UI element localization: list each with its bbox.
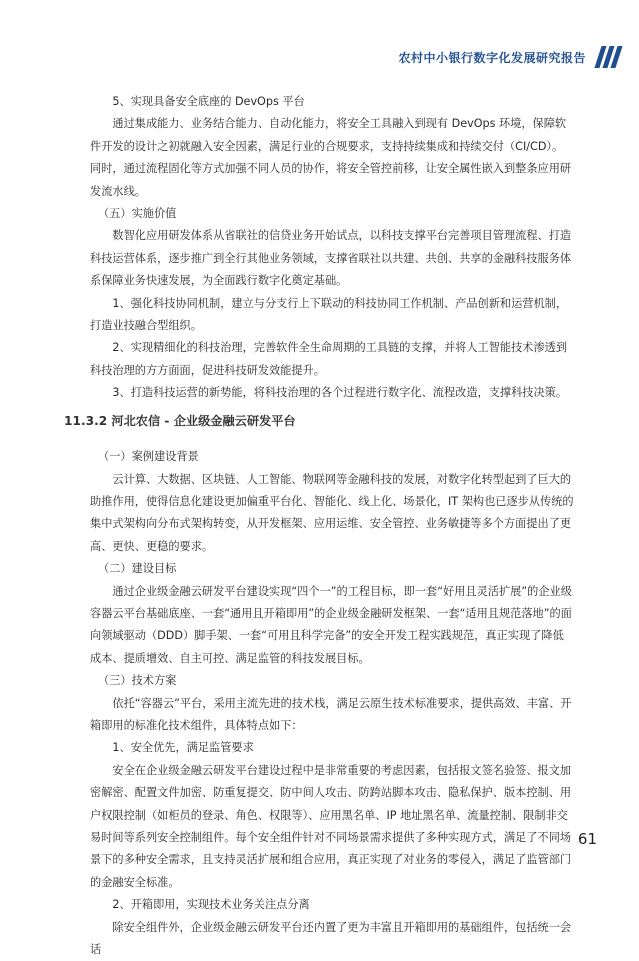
paragraph-out-of-box: 除安全组件外，企业级金融云研发平台还内置了更为丰富且开箱即用的基础组件，包括统一会话	[90, 920, 572, 957]
section-heading-11-3-2: 11.3.2 河北农信 - 企业级金融云研发平台	[64, 413, 296, 428]
subheading-background: （一）案例建设背景	[98, 450, 199, 464]
subheading-out-of-box: 2、开箱即用，实现技术业务关注点分离	[112, 898, 310, 912]
subheading-goals: （二）建设目标	[98, 562, 177, 576]
header-title: 农村中小银行数字化发展研究报告	[398, 50, 586, 65]
subheading-implementation-value: （五）实施价值	[98, 207, 177, 221]
body-content	[64, 91, 574, 961]
list-item-2: 2、实现精细化的科技治理，完善软件全生命周期的工具链的支撑，并将人工智能技术渗透到科技治理的方方面面，促进科技研发效能提升。	[90, 341, 568, 377]
paragraph-implementation-value: 数智化应用研发体系从省联社的信贷业务开始试点，以科技支撑平台完善项目管理流程、打造科技运营体系，逐步推广到全行其他业务领域，支撑省联社以共建、共创、共享的金融科技服务体系保障业务快速发展，为全面践行数字化奠定基础。	[90, 229, 572, 288]
paragraph-devops: 通过集成能力、业务结合能力、自动化能力，将安全工具融入到现有 DevOps 环境，保障软件开发的设计之初就融入安全因素，满足行业的合规要求，支持持续集成和持续交付（CI/CD）。同时，通过流程固化等方式加强不同人员的协作，将安全管控前移，让安全属性嵌入到整条应用研发流水线。	[90, 117, 572, 198]
paragraph-goals: 通过企业级金融云研发平台建设实现“四个一”的工程目标，即一套“好用且灵活扩展”的企业级容器云平台基础底座、一套“通用且开箱即用”的企业级金融研发框架、一套“适用且规范落地”的面向领域驱动（DDD）脚手架、一套“可用且科学完备”的安全开发工程实践规范，真正实现了降低成本、提质增效、自主可控、满足监管的科技发展目标。	[90, 584, 572, 665]
running-header	[398, 46, 619, 68]
subheading-technical-plan: （三）技术方案	[98, 674, 177, 688]
page-number: 61	[577, 830, 597, 848]
paragraph-technical-plan: 依托“容器云”平台，采用主流先进的技术栈，满足云原生技术标准要求，提供高效、丰富、开箱即用的标准化技术组件，具体特点如下：	[90, 696, 572, 732]
paragraph-background: 云计算、大数据、区块链、人工智能、物联网等金融科技的发展，对数字化转型起到了巨大的助推作用，使得信息化建设更加偏重平台化、智能化、线上化、场景化，IT 架构也已逐步从传统的集中式架构向分布式架构转变，从开发框架、应用运维、安全管控、业务敏捷等多个方面提出了更高、更快、更稳的要求。	[90, 472, 574, 553]
header-stripes-icon	[598, 46, 619, 68]
list-item-1: 1、强化科技协同机制，建立与分支行上下联动的科技协同工作机制、产品创新和运营机制，打造业技融合型组织。	[90, 296, 568, 333]
list-item-3: 3、打造科技运营的新势能，将科技治理的各个过程进行数字化、流程改造，支撑科技决策。	[112, 386, 568, 400]
subheading-security-first: 1、安全优先，满足监管要求	[112, 741, 254, 755]
subheading-devops: 5、实现具备安全底座的 DevOps 平台	[112, 95, 305, 108]
paragraph-security: 安全在企业级金融云研发平台建设过程中是非常重要的考虑因素，包括报文签名验签、报文加密解密、配置文件加密、防重复提交、防中间人攻击、防跨站脚本攻击、隐私保护、版本控制、用户权限控制（如柜员的登录、角色、权限等）、应用黑名单、IP 地址黑名单、流量控制、限制非交易时间等系列安全控制组件。每个安全组件针对不同场景需求提供了多种实现方式，满足了不同场景下的多种安全需求，且支持灵活扩展和组合应用，真正实现了对业务的零侵入，满足了监管部门的金融安全标准。	[90, 763, 572, 889]
